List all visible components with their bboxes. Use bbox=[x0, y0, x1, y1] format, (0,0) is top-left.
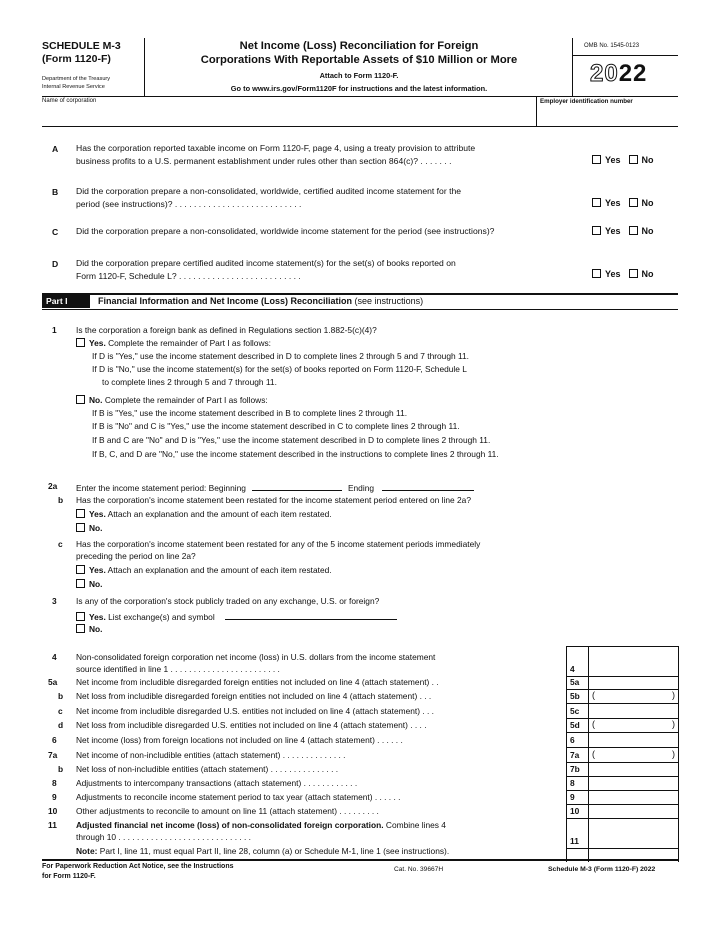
question-a-no-checkbox[interactable] bbox=[629, 155, 638, 164]
omb-divider bbox=[572, 55, 678, 56]
exchange-symbol-field[interactable] bbox=[225, 610, 397, 620]
goto-instruction: Go to www.irs.gov/Form1120F for instructions and the latest information. bbox=[230, 84, 488, 93]
line-5b-close-paren: ) bbox=[672, 690, 675, 700]
line-11-note bbox=[76, 846, 449, 856]
line-3-yes-row bbox=[76, 610, 397, 622]
line-5c-amount-field[interactable] bbox=[589, 704, 677, 717]
line-5d-open-paren: ( bbox=[592, 719, 595, 729]
line-11-note-text: Part I, line 11, must equal Part II, line 28, column (a) or Schedule M-1, line 1 (see instructions). bbox=[99, 846, 450, 856]
line-11-text-bold: Adjusted financial net income (loss) of non-consolidated foreign corporation. bbox=[76, 820, 384, 830]
irs-label: Internal Revenue Service bbox=[42, 84, 105, 90]
line-2b-no-row bbox=[76, 523, 103, 533]
line-1-no-text: Complete the remainder of Part I as follows: bbox=[104, 395, 268, 405]
footer-paperwork-line2: for Form 1120-F. bbox=[42, 873, 96, 880]
line-5c-text: Net income from includible disregarded U.S. entities not included on line 4 (attach statement) . . . bbox=[76, 706, 434, 716]
period-beginning-field[interactable] bbox=[252, 481, 342, 491]
line-3-no-bold: No. bbox=[89, 624, 103, 634]
header-bottom-rule bbox=[42, 96, 678, 97]
part-i-title-row bbox=[98, 296, 423, 306]
question-c-text bbox=[76, 225, 494, 238]
part-i-note: (see instructions) bbox=[354, 296, 424, 306]
line-7a-amount-field[interactable] bbox=[589, 748, 677, 761]
line-5a-box-number: 5a bbox=[570, 677, 580, 687]
footer-top-rule bbox=[42, 859, 678, 861]
question-d-yes-checkbox[interactable] bbox=[592, 269, 601, 278]
schedule-title: SCHEDULE M-3 bbox=[42, 40, 121, 52]
line-2c-no-bold: No. bbox=[89, 579, 103, 589]
line-11-amount-field[interactable] bbox=[589, 828, 677, 847]
line-5b-text: Net loss from includible disregarded foreign entities not included on line 4 (attach statement) . . . bbox=[76, 691, 432, 701]
question-d-letter: D bbox=[52, 259, 59, 269]
line-6-number: 6 bbox=[52, 735, 57, 745]
part-header-top-rule bbox=[42, 293, 678, 295]
question-b-letter: B bbox=[52, 187, 59, 197]
line-2b-number: b bbox=[58, 495, 64, 505]
line-1-no-sub-3: If B and C are "No" and D is "Yes," use the income statement described in D to complete lines 2 through 11. bbox=[92, 435, 491, 445]
line-5d-number: d bbox=[58, 720, 64, 730]
line-5a-text: Net income from includible disregarded foreign entities not included on line 4 (attach statement) . . bbox=[76, 677, 439, 687]
question-a-yes-checkbox[interactable] bbox=[592, 155, 601, 164]
line-2b-no-bold: No. bbox=[89, 523, 103, 533]
line-6-box-number: 6 bbox=[570, 735, 575, 745]
line-11-text-rest: Combine lines 4 bbox=[385, 820, 446, 830]
line-2c-yes-text: Attach an explanation and the amount of each item restated. bbox=[107, 565, 332, 575]
line-6-amount-field[interactable] bbox=[589, 733, 677, 746]
line-2b-text: Has the corporation's income statement been restated for the income statement period entered on line 2a? bbox=[76, 495, 471, 505]
name-of-corporation-label: Name of corporation bbox=[42, 98, 97, 104]
line-2c-yes-row bbox=[76, 565, 332, 575]
line-4-text2: source identified in line 1 . . . . . . . . . . . . . . . . . . . . . . . . bbox=[76, 664, 280, 674]
line-10-amount-field[interactable] bbox=[589, 804, 677, 817]
question-a-answer bbox=[592, 155, 654, 165]
line-1-no-row bbox=[76, 395, 268, 405]
header-divider-right bbox=[572, 38, 573, 96]
question-d-no-checkbox[interactable] bbox=[629, 269, 638, 278]
line-11-number: 11 bbox=[48, 820, 57, 830]
line-5b-amount-field[interactable] bbox=[589, 689, 677, 702]
ein-label: Employer identification number bbox=[540, 98, 633, 105]
yes-label: Yes bbox=[605, 269, 621, 279]
line-2c-no-row bbox=[76, 579, 103, 589]
line-4-amount-field[interactable] bbox=[589, 662, 677, 675]
amount-column-right bbox=[678, 646, 679, 862]
question-b-line1: Did the corporation prepare a non-consolidated, worldwide, certified audited income statement for the bbox=[76, 186, 462, 196]
attach-instruction: Attach to Form 1120-F. bbox=[319, 71, 399, 80]
line-11-box-bottom bbox=[566, 848, 678, 849]
line-3-no-checkbox[interactable] bbox=[76, 624, 85, 633]
line-7b-number: b bbox=[58, 764, 64, 774]
tax-year bbox=[590, 60, 647, 88]
footer-cat-number: Cat. No. 39667H bbox=[394, 866, 444, 873]
line-1-no-sub-1: If B is "Yes," use the income statement described in B to complete lines 2 through 11. bbox=[92, 408, 408, 418]
line-2b-yes-checkbox[interactable] bbox=[76, 509, 85, 518]
line-9-box-number: 9 bbox=[570, 792, 575, 802]
line-10-text: Other adjustments to reconcile to amount on line 11 (attach statement) . . . . . . . . . bbox=[76, 806, 379, 816]
line-10-box-bottom bbox=[566, 818, 678, 819]
amount-column-top bbox=[566, 646, 678, 647]
line-10-number: 10 bbox=[48, 806, 58, 816]
ein-divider bbox=[536, 96, 537, 126]
line-7b-amount-field[interactable] bbox=[589, 762, 677, 775]
question-c-yes-checkbox[interactable] bbox=[592, 226, 601, 235]
line-7b-text: Net loss of non-includible entities (attach statement) . . . . . . . . . . . . . . . bbox=[76, 764, 339, 774]
box-number-column-left bbox=[566, 646, 567, 862]
line-5d-close-paren: ) bbox=[672, 719, 675, 729]
line-4-box-number: 4 bbox=[570, 664, 575, 674]
part-header-bottom-rule bbox=[42, 309, 678, 310]
yes-label: Yes bbox=[605, 155, 621, 165]
line-8-number: 8 bbox=[52, 778, 57, 788]
dept-treasury: Department of the Treasury bbox=[42, 76, 111, 82]
line-11-note-bold: Note: bbox=[76, 846, 98, 856]
question-a-line2: business profits to a U.S. permanent establishment under rules other than section 864(c)? . . . . . . . bbox=[76, 155, 452, 166]
line-7a-box-number: 7a bbox=[570, 750, 580, 760]
line-7b-box-number: 7b bbox=[570, 764, 580, 774]
line-5b-number: b bbox=[58, 691, 64, 701]
line-2b-yes-row bbox=[76, 509, 332, 519]
line-1-no-sub-4: If B, C, and D are "No," use the income statement described in the instructions to complete lines 2 through 11. bbox=[92, 449, 499, 459]
line-2b-yes-bold: Yes. bbox=[89, 509, 106, 519]
line-4-text: Non-consolidated foreign corporation net income (loss) in U.S. dollars from the income statement bbox=[76, 652, 436, 662]
line-9-number: 9 bbox=[52, 792, 57, 802]
line-5c-number: c bbox=[58, 706, 63, 716]
line-5b-open-paren: ( bbox=[592, 690, 595, 700]
line-4-number: 4 bbox=[52, 652, 57, 662]
line-7a-close-paren: ) bbox=[672, 749, 675, 759]
yes-label: Yes bbox=[605, 226, 621, 236]
line-2b-yes-text: Attach an explanation and the amount of each item restated. bbox=[107, 509, 332, 519]
line-7a-text: Net income of non-includible entities (attach statement) . . . . . . . . . . . . . . bbox=[76, 750, 346, 760]
line-2c-no-checkbox[interactable] bbox=[76, 579, 85, 588]
question-c-no-checkbox[interactable] bbox=[629, 226, 638, 235]
line-9-amount-field[interactable] bbox=[589, 790, 677, 803]
line-6-text: Net income (loss) from foreign locations not included on line 4 (attach statement) . . . . . . bbox=[76, 735, 403, 745]
line-7a-open-paren: ( bbox=[592, 749, 595, 759]
form-title-line2: Corporations With Reportable Assets of $10 Million or More bbox=[200, 54, 518, 66]
line-5b-box-number: 5b bbox=[570, 691, 580, 701]
form-title-line1: Net Income (Loss) Reconciliation for Foreign bbox=[239, 40, 479, 52]
line-5a-number: 5a bbox=[48, 677, 58, 687]
no-label: No bbox=[641, 155, 654, 165]
line-2b-no-checkbox[interactable] bbox=[76, 523, 85, 532]
no-label: No bbox=[641, 226, 654, 236]
line-11-text bbox=[76, 820, 446, 830]
line-3-yes-checkbox[interactable] bbox=[76, 612, 85, 621]
line-11-text2: through 10 . . . . . . . . . . . . . . . . . . . . . . . . . . . . . bbox=[76, 832, 252, 842]
question-a-letter: A bbox=[52, 144, 59, 154]
line-3-yes-bold: Yes. bbox=[89, 612, 106, 622]
line-10-box-number: 10 bbox=[570, 806, 580, 816]
line-2c-yes-checkbox[interactable] bbox=[76, 565, 85, 574]
footer-paperwork-line1: For Paperwork Reduction Act Notice, see the Instructions bbox=[42, 863, 234, 870]
question-b-line2: period (see instructions)? . . . . . . . . . . . . . . . . . . . . . . . . . . . bbox=[76, 198, 302, 209]
question-b-answer bbox=[592, 198, 654, 208]
question-a-line1: Has the corporation reported taxable income on Form 1120-F, page 4, using a treaty provision to attribute bbox=[76, 143, 476, 153]
part-i-title: Financial Information and Net Income (Loss) Reconciliation bbox=[98, 296, 353, 306]
question-c-answer bbox=[592, 226, 654, 236]
question-c-letter: C bbox=[52, 227, 59, 237]
line-5d-box-number: 5d bbox=[570, 720, 580, 730]
question-b-yes-checkbox[interactable] bbox=[592, 198, 601, 207]
name-row-bottom-rule bbox=[42, 126, 678, 127]
question-c-line1: Did the corporation prepare a non-consolidated, worldwide income statement for the period (see instructions)? bbox=[76, 226, 495, 236]
line-2c-text1: Has the corporation's income statement been restated for any of the 5 income statement periods immediately bbox=[76, 539, 481, 549]
period-ending-field[interactable] bbox=[382, 481, 474, 491]
question-b-no-checkbox[interactable] bbox=[629, 198, 638, 207]
line-1-number: 1 bbox=[52, 325, 57, 335]
line-2a-number: 2a bbox=[48, 481, 58, 491]
line-2a-text: Enter the income statement period: Beginning bbox=[76, 483, 246, 493]
line-1-yes-row bbox=[76, 338, 271, 348]
question-a-text bbox=[76, 142, 475, 167]
year-suffix: 22 bbox=[618, 60, 648, 87]
line-1-text: Is the corporation a foreign bank as defined in Regulations section 1.882-5(c)(4)? bbox=[76, 325, 377, 335]
line-2c-yes-bold: Yes. bbox=[89, 565, 106, 575]
line-3-number: 3 bbox=[52, 596, 57, 606]
line-1-no-sub-2: If B is "No" and C is "Yes," use the income statement described in C to complete lines 2 through 11. bbox=[92, 421, 460, 431]
line-1-yes-bold: Yes. bbox=[89, 338, 106, 348]
line-1-yes-text: Complete the remainder of Part I as follows: bbox=[108, 338, 272, 348]
line-1-yes-sub-2: If D is "No," use the income statement(s) for the set(s) of books reported on Form 1120-F, Schedule L bbox=[92, 364, 467, 374]
header-divider-left bbox=[144, 38, 145, 96]
line-2a-row bbox=[76, 481, 474, 493]
omb-number: OMB No. 1545-0123 bbox=[584, 43, 640, 49]
line-9-text: Adjustments to reconcile income statement period to tax year (attach statement) . . . . . . bbox=[76, 792, 401, 802]
part-i-tag: Part I bbox=[42, 295, 90, 308]
line-1-no-checkbox[interactable] bbox=[76, 395, 85, 404]
question-d-answer bbox=[592, 269, 654, 279]
line-1-yes-sub-3: to complete lines 2 through 5 and 7 through 11. bbox=[102, 377, 277, 387]
line-8-text: Adjustments to intercompany transactions (attach statement) . . . . . . . . . . . . bbox=[76, 778, 358, 788]
line-8-amount-field[interactable] bbox=[589, 776, 677, 789]
year-prefix: 20 bbox=[590, 60, 619, 87]
line-3-text: Is any of the corporation's stock publicly traded on any exchange, U.S. or foreign? bbox=[76, 596, 380, 606]
footer-form-id: Schedule M-3 (Form 1120-F) 2022 bbox=[548, 866, 656, 873]
line-5a-amount-field[interactable] bbox=[589, 675, 677, 688]
no-label: No bbox=[641, 269, 654, 279]
line-11-box-number: 11 bbox=[570, 836, 579, 846]
line-5c-box-number: 5c bbox=[570, 706, 580, 716]
line-1-no-bold: No. bbox=[89, 395, 103, 405]
question-d-line2: Form 1120-F, Schedule L? . . . . . . . . . . . . . . . . . . . . . . . . . . bbox=[76, 270, 301, 281]
line-3-no-row bbox=[76, 624, 103, 634]
line-1-yes-sub-1: If D is "Yes," use the income statement described in D to complete lines 2 through 5 and 7 through 11. bbox=[92, 351, 469, 361]
line-2c-number: c bbox=[58, 539, 63, 549]
question-d-line1: Did the corporation prepare certified audited income statement(s) for the set(s) of books reported on bbox=[76, 258, 456, 268]
line-1-yes-checkbox[interactable] bbox=[76, 338, 85, 347]
line-5d-amount-field[interactable] bbox=[589, 718, 677, 731]
line-7a-number: 7a bbox=[48, 750, 58, 760]
line-5d-text: Net loss from includible disregarded U.S. entities not included on line 4 (attach statement) . . . . bbox=[76, 720, 427, 730]
question-d-text bbox=[76, 257, 456, 282]
line-2a-ending: Ending bbox=[347, 483, 375, 493]
line-8-box-number: 8 bbox=[570, 778, 575, 788]
line-3-yes-text: List exchange(s) and symbol bbox=[108, 612, 215, 622]
yes-label: Yes bbox=[605, 198, 621, 208]
no-label: No bbox=[641, 198, 654, 208]
line-2c-text2: preceding the period on line 2a? bbox=[76, 551, 196, 561]
form-number: (Form 1120-F) bbox=[42, 53, 111, 65]
question-b-text bbox=[76, 185, 461, 210]
